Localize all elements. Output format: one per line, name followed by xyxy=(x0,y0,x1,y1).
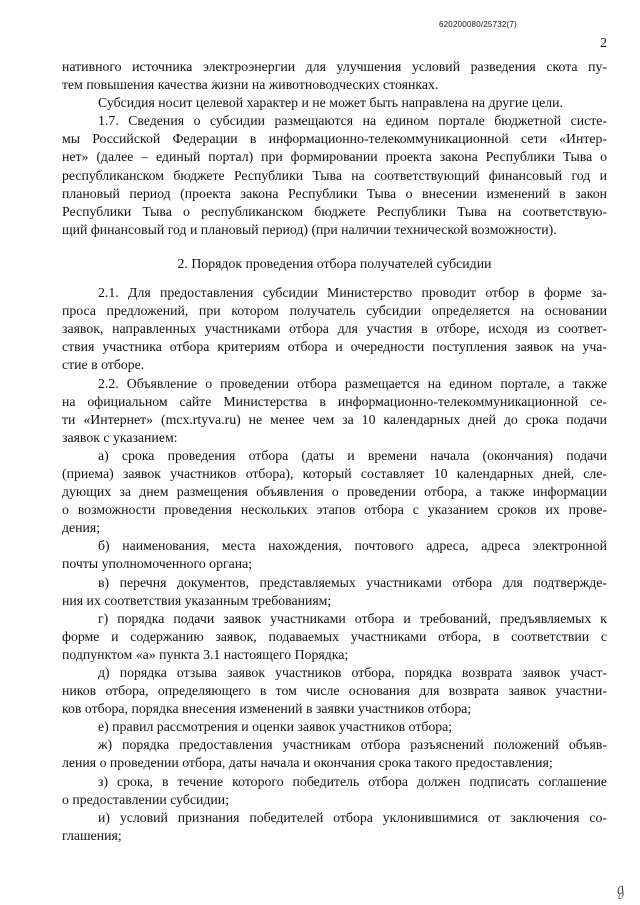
text-line: Субсидия носит целевой характер и не может быть направлена на другие цели. xyxy=(98,95,564,111)
text-line: тем повышения качества жизни на животноводческих стоянках. xyxy=(62,77,439,93)
text-line: ников отбора, определяющего в том числе основания для возврата заявок участни- xyxy=(62,683,607,699)
paragraph xyxy=(62,58,607,94)
text-line: г) порядка подачи заявок участниками отбора и требований, предъявляемых к xyxy=(98,610,607,626)
text-line: форме и содержанию заявок, подаваемых участниками отбора, в соответствии с xyxy=(62,628,607,644)
paragraph xyxy=(62,736,607,772)
text-line: д) порядка отзыва заявок участников отбора, порядка возврата заявок участ- xyxy=(98,665,607,680)
paragraph xyxy=(62,284,607,374)
text-line: 2.2. Объявление о проведении отбора размещается на едином портале, а также xyxy=(98,375,607,391)
page-number: 2 xyxy=(600,36,607,51)
text-line: о предоставлении субсидии; xyxy=(62,791,230,807)
section-heading: 2. Порядок проведения отбора получателей субсидии xyxy=(177,255,492,271)
text-line: дения; xyxy=(62,520,101,536)
handwritten-mark: ℊ xyxy=(609,881,630,902)
text-line: заявок, направленных участниками отбора для участия в отборе, исходя из соответ- xyxy=(62,321,607,337)
text-line: 2.1. Для предоставления субсидии Министерство проводит отбор в форме за- xyxy=(98,285,607,301)
section-2-body xyxy=(62,284,607,845)
text-line: ния их соответствия указанным требованиям; xyxy=(62,592,332,608)
text-line: ления о проведении отбора, даты начала и окончания срока такого предоставления; xyxy=(62,755,553,771)
document-body xyxy=(62,58,607,845)
paragraph xyxy=(62,773,607,809)
document-registration-number: 620200080/25732(7) xyxy=(439,20,517,29)
text-line: проса предложений, при котором получатель субсидии определяется на основании xyxy=(62,303,607,319)
text-line: в) перечня документов, представляемых участниками отбора для подтвержде- xyxy=(98,574,607,590)
paragraph xyxy=(62,809,607,845)
text-line: ти «Интернет» (mcx.rtyva.ru) не менее чем за 10 календарных дней до срока подачи xyxy=(62,411,607,427)
text-line: ствия участника отбора критериям отбора и очередности поступления заявок на уча- xyxy=(62,339,607,355)
paragraph xyxy=(62,574,607,610)
text-line: б) наименования, места нахождения, почтового адреса, адреса электронной xyxy=(98,538,607,554)
text-line: щий финансовый год и плановый период) (при наличии технической возможности). xyxy=(62,221,557,237)
text-line: нативного источника электроэнергии для улучшения условий разведения скота пу- xyxy=(62,59,607,74)
paragraph xyxy=(62,94,607,112)
paragraph xyxy=(62,537,607,573)
text-line: дующих за днем размещения объявления о проведении отбора, а также информации xyxy=(62,484,607,500)
text-line: заявок с указанием: xyxy=(62,429,178,445)
intro-section xyxy=(62,58,607,239)
text-line: стие в отборе. xyxy=(62,357,145,373)
text-line: глашения; xyxy=(62,827,122,843)
paragraph xyxy=(62,375,607,447)
text-line: о возможности проведения нескольких этапов отбора с указанием сроков их прове- xyxy=(62,502,607,518)
text-line: а) срока проведения отбора (даты и времени начала (окончания) подачи xyxy=(98,447,607,463)
text-line: ж) порядка предоставления участникам отбора разъяснений положений объяв- xyxy=(98,737,607,753)
text-line: плановый период (проекта закона Республики Тыва о внесении изменений в закон xyxy=(62,185,607,201)
text-line: ков отбора, порядка внесения изменений в заявки участников отбора; xyxy=(62,701,472,717)
text-line: з) срока, в течение которого победитель отбора должен подписать соглашение xyxy=(98,773,607,789)
text-line: республиканском бюджете Республики Тыва на соответствующий финансовый год и xyxy=(62,167,607,183)
text-line: подпунктом «а» пункта 3.1 настоящего Порядка; xyxy=(62,646,349,662)
paragraph xyxy=(62,718,607,736)
text-line: на официальном сайте Министерства в информационно-телекоммуникационной се- xyxy=(62,393,607,409)
text-line: нет» (далее – единый портал) при формировании проекта закона Республики Тыва о xyxy=(62,149,607,165)
paragraph xyxy=(62,610,607,664)
paragraph xyxy=(62,112,607,239)
text-line: (приема) заявок участников отбора), который составляет 10 календарных дней, сле- xyxy=(62,465,607,481)
text-line: Республики Тыва о республиканском бюджете Республики Тыва на соответствую- xyxy=(62,203,607,219)
paragraph xyxy=(62,664,607,718)
paragraph xyxy=(62,447,607,537)
text-line: и) условий признания победителей отбора уклонившимися от заключения со- xyxy=(98,809,607,825)
text-line: е) правил рассмотрения и оценки заявок участников отбора; xyxy=(98,719,453,735)
text-line: почты уполномоченного органа; xyxy=(62,556,253,572)
text-line: 1.7. Сведения о субсидии размещаются на едином портале бюджетной систе- xyxy=(98,113,607,129)
text-line: мы Российской Федерации в информационно-телекоммуникационной сети «Интер- xyxy=(62,131,607,147)
